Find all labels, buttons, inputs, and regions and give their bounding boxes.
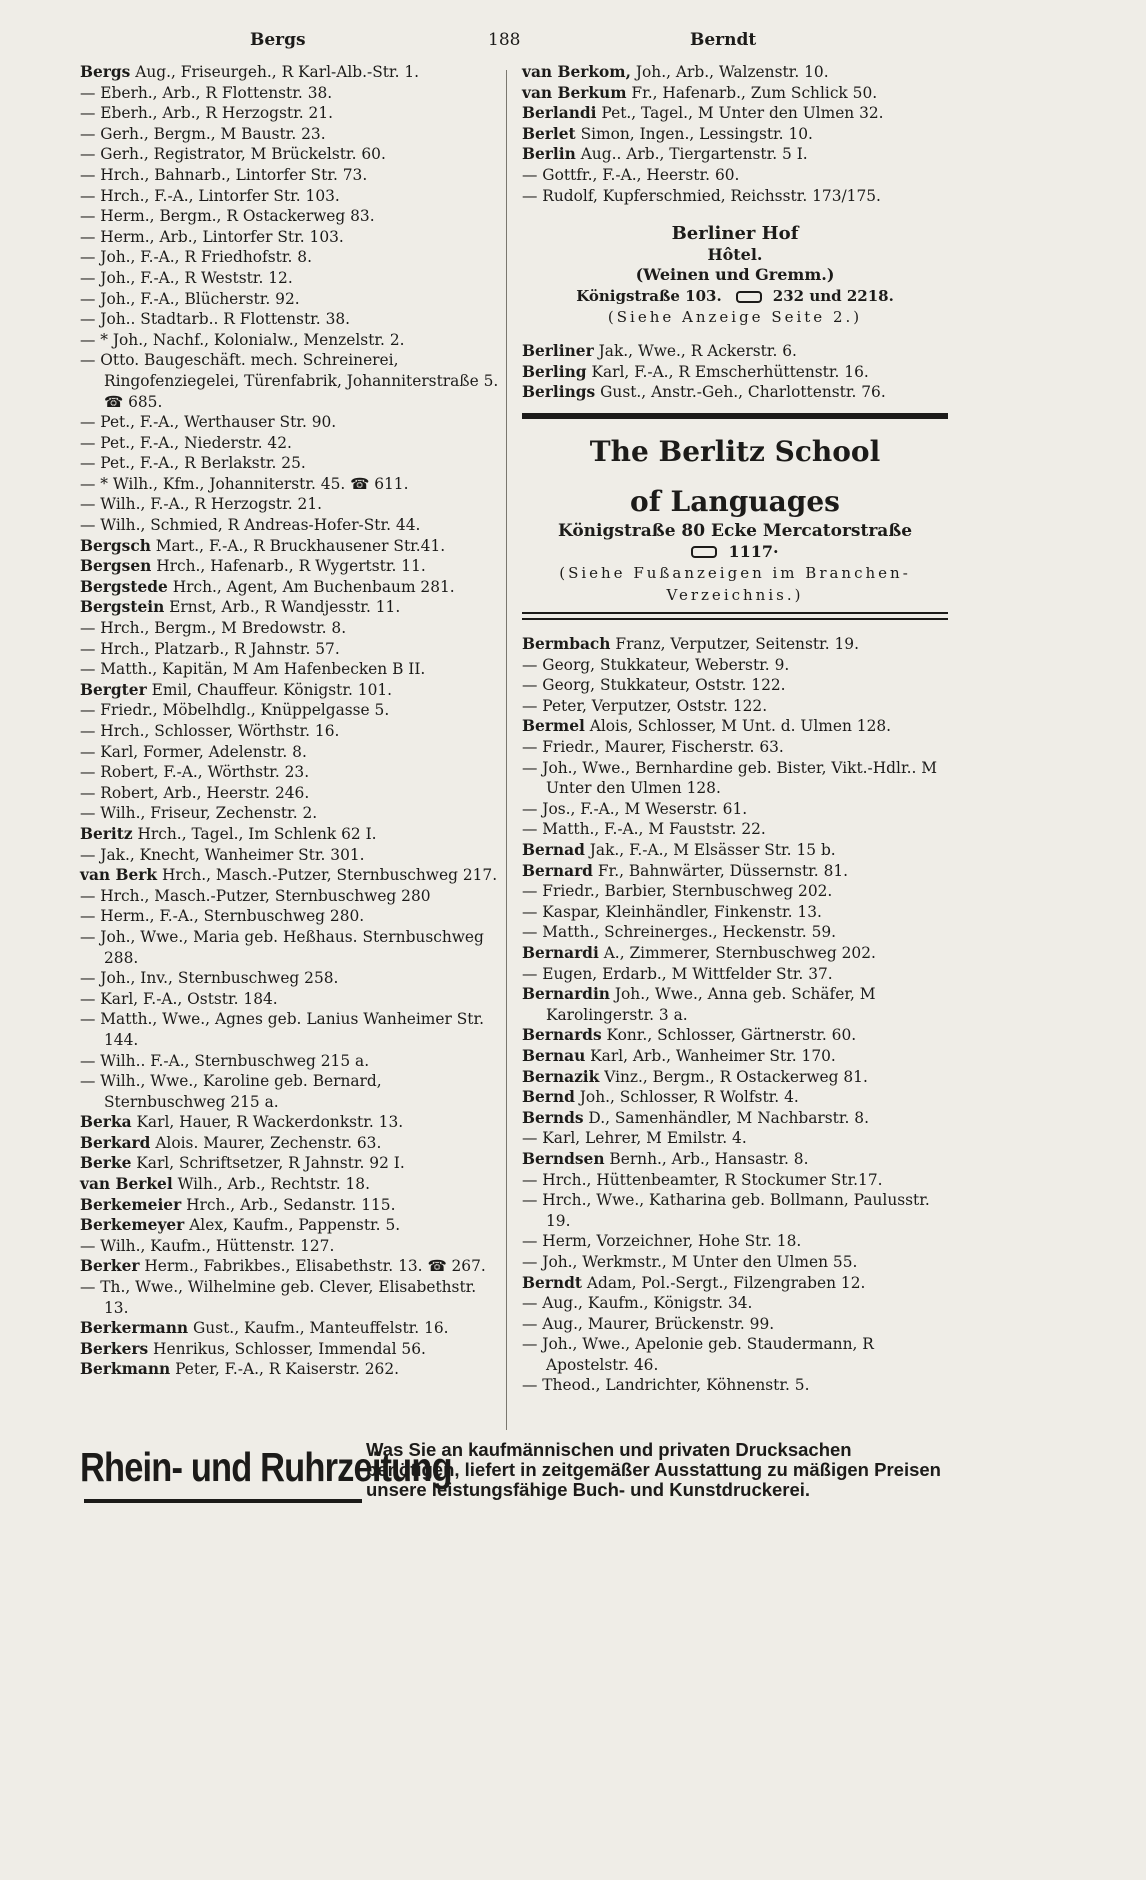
entry-surname: Berlet (522, 124, 576, 143)
entry-details: Karl, Arb., Wanheimer Str. 170. (585, 1046, 836, 1065)
entry-details: Pet., Tagel., M Unter den Ulmen 32. (596, 104, 884, 123)
entry-details: — Jak., Knecht, Wanheimer Str. 301. (80, 845, 365, 864)
entry-details: Bernh., Arb., Hansastr. 8. (604, 1149, 809, 1168)
directory-entry (80, 1359, 500, 1380)
directory-entry (80, 1215, 500, 1236)
entry-details: — Gerh., Registrator, M Brückelstr. 60. (80, 145, 386, 164)
entry-details: — Wilh., Wwe., Karoline geb. Bernard, Sternbuschweg 215 a. (80, 1072, 387, 1111)
entry-details: Emil, Chauffeur. Königstr. 101. (146, 680, 393, 699)
directory-entry (80, 1174, 500, 1195)
entry-surname: Bergs (80, 63, 131, 81)
directory-entry (522, 737, 948, 758)
school-address: Königstraße 80 Ecke Mercatorstraße (557, 520, 913, 541)
entry-details: Aug.. Arb., Tiergartenstr. 5 I. (575, 145, 808, 164)
directory-entry (522, 62, 948, 83)
entry-surname: Berndt (522, 1273, 582, 1292)
entry-details: — Joh., F.-A., R Friedhofstr. 8. (80, 248, 312, 267)
directory-entry (522, 382, 948, 403)
directory-entry (522, 1231, 948, 1252)
directory-entry (522, 716, 948, 737)
entry-details: — Matth., Wwe., Agnes geb. Lanius Wanheimer Str. 144. (80, 1010, 489, 1049)
entry-surname: van Berk (80, 866, 158, 885)
hotel-subtitle: Hôtel. (707, 244, 763, 264)
hotel-advert (522, 224, 948, 327)
directory-entry (522, 1375, 948, 1396)
entry-details: — Jos., F.-A., M Weserstr. 61. (522, 799, 748, 818)
directory-entry (80, 1195, 500, 1216)
directory-entry (80, 886, 500, 907)
directory-entry (80, 659, 500, 680)
directory-entry (522, 83, 948, 104)
entry-details: Karl, F.-A., R Emscherhüttenstr. 16. (586, 362, 869, 381)
entry-details: Mart., F.-A., R Bruckhausener Str.41. (150, 536, 446, 555)
entry-surname: Beritz (80, 824, 133, 843)
entry-surname: Berke (80, 1154, 132, 1173)
entry-details: — * Wilh., Kfm., Johanniterstr. 45. ☎ 611. (80, 474, 409, 493)
entry-details: — Joh., F.-A., Blücherstr. 92. (80, 289, 300, 308)
entry-details: — Robert, Arb., Heerstr. 246. (80, 783, 310, 802)
directory-entry (80, 618, 500, 639)
directory-entry (522, 634, 948, 655)
entry-details: Vinz., Bergm., R Ostackerweg 81. (599, 1067, 868, 1086)
entry-details: Joh., Schlosser, R Wolfstr. 4. (574, 1088, 799, 1107)
entry-details: — Herm, Vorzeichner, Hohe Str. 18. (522, 1232, 802, 1251)
directory-entry (80, 494, 500, 515)
entry-details: — Hrch., Bergm., M Bredowstr. 8. (80, 619, 347, 638)
entry-details: — Aug., Kaufm., Königstr. 34. (522, 1294, 753, 1313)
school-advert (522, 435, 948, 606)
entry-surname: van Berkel (80, 1175, 173, 1194)
entry-details: — Friedr., Möbelhdlg., Knüppelgasse 5. (80, 701, 390, 720)
entry-details: — Pet., F.-A., Niederstr. 42. (80, 433, 292, 452)
right-mid-entries (522, 341, 948, 403)
school-note: (Siehe Fußanzeigen im Branchen-Verzeichnis.) (559, 564, 911, 605)
directory-entry (80, 186, 500, 207)
entry-details: — Herm., F.-A., Sternbuschweg 280. (80, 907, 365, 926)
directory-entry (80, 1318, 500, 1339)
directory-entry (80, 762, 500, 783)
directory-entry (80, 845, 500, 866)
entry-surname: Berkemeier (80, 1195, 182, 1214)
entry-details: — Otto. Baugeschäft. mech. Schreinerei, Ringofenziegelei, Türenfabrik, Johanniterstraße 5. ☎ 685. (80, 351, 504, 411)
right-column (522, 62, 948, 1396)
page-header (0, 30, 956, 60)
entry-details: — Hrch., Wwe., Katharina geb. Bollmann, Paulusstr. 19. (522, 1191, 935, 1230)
entry-details: — Karl, Lehrer, M Emilstr. 4. (522, 1129, 747, 1148)
directory-entry (80, 1051, 500, 1072)
directory-entry (80, 1277, 500, 1318)
entry-details: Hrch., Tagel., Im Schlenk 62 I. (132, 824, 377, 843)
entry-details: — Pet., F.-A., R Berlakstr. 25. (80, 454, 306, 473)
directory-entry (522, 984, 948, 1025)
directory-entry (80, 680, 500, 701)
directory-entry (80, 1071, 500, 1112)
entry-details: Alois. Maurer, Zechenstr. 63. (150, 1133, 382, 1152)
directory-entry (522, 902, 948, 923)
directory-entry (522, 124, 948, 145)
footer-advert (80, 1434, 940, 1524)
right-bottom-entries (522, 634, 948, 1396)
school-title-line2: of Languages (630, 484, 840, 518)
entry-surname: Bergsen (80, 557, 152, 576)
directory-entry (80, 1256, 500, 1277)
entry-details: — Joh.. Stadtarb.. R Flottenstr. 38. (80, 310, 351, 329)
entry-details: — Karl, F.-A., Oststr. 184. (80, 989, 278, 1008)
entry-surname: van Berkom, (522, 63, 631, 81)
directory-entry (522, 1314, 948, 1335)
directory-entry (80, 83, 500, 104)
school-title-line1: The Berlitz School (589, 434, 881, 468)
directory-entry (80, 412, 500, 433)
telephone-icon (736, 291, 762, 303)
directory-entry (80, 144, 500, 165)
entry-details: — Joh., Werkmstr., M Unter den Ulmen 55. (522, 1252, 858, 1271)
entry-details: Wilh., Arb., Rechtstr. 18. (172, 1175, 370, 1194)
entry-details: — Eugen, Erdarb., M Wittfelder Str. 37. (522, 964, 833, 983)
directory-entry (80, 1009, 500, 1050)
directory-entry (522, 341, 948, 362)
directory-entry (80, 783, 500, 804)
entry-details: — Kaspar, Kleinhändler, Finkenstr. 13. (522, 902, 822, 921)
entry-surname: Berling (522, 362, 587, 381)
hotel-address-line (522, 286, 948, 307)
advert-border-bottom (522, 612, 948, 614)
directory-entry (80, 124, 500, 145)
entry-details: — Theod., Landrichter, Köhnenstr. 5. (522, 1376, 810, 1395)
header-left-keyword: Bergs (250, 30, 306, 50)
directory-entry (522, 1087, 948, 1108)
entry-details: — Gottfr., F.-A., Heerstr. 60. (522, 165, 740, 184)
directory-entry (80, 968, 500, 989)
entry-surname: Bermbach (522, 635, 611, 654)
entry-details: — Hrch., Schlosser, Wörthstr. 16. (80, 722, 340, 740)
entry-details: Konr., Schlosser, Gärtnerstr. 60. (601, 1026, 857, 1045)
directory-entry (522, 1025, 948, 1046)
entry-details: Peter, F.-A., R Kaiserstr. 262. (170, 1360, 400, 1379)
entry-details: — Georg, Stukkateur, Weberstr. 9. (522, 655, 790, 674)
directory-entry (522, 1108, 948, 1129)
entry-details: D., Samenhändler, M Nachbarstr. 8. (583, 1108, 869, 1127)
entry-details: — Hrch., F.-A., Lintorfer Str. 103. (80, 186, 340, 205)
entry-details: — Wilh., Kaufm., Hüttenstr. 127. (80, 1236, 335, 1255)
entry-details: Fr., Hafenarb., Zum Schlick 50. (626, 83, 878, 102)
entry-details: Alois, Schlosser, M Unt. d. Ulmen 128. (584, 717, 892, 736)
column-divider (506, 70, 507, 1430)
directory-entry (80, 227, 500, 248)
school-phone-line (522, 542, 948, 563)
directory-entry (80, 330, 500, 351)
entry-details: — Joh., Wwe., Bernhardine geb. Bister, Vikt.-Hdlr.. M Unter den Ulmen 128. (522, 758, 942, 798)
directory-entry (522, 1252, 948, 1273)
entry-details: A., Zimmerer, Sternbuschweg 202. (598, 944, 876, 962)
entry-surname: Bernd (522, 1088, 575, 1107)
entry-details: — Georg, Stukkateur, Oststr. 122. (522, 676, 786, 695)
directory-entry (522, 186, 948, 207)
entry-details: — Joh., Wwe., Maria geb. Heßhaus. Sternbuschweg 288. (80, 927, 489, 967)
entry-details: — Peter, Verputzer, Oststr. 122. (522, 696, 768, 715)
directory-entry (80, 1112, 500, 1133)
entry-surname: Bernazik (522, 1067, 600, 1086)
entry-details: Henrikus, Schlosser, Immendal 56. (148, 1339, 426, 1358)
directory-entry (522, 1334, 948, 1375)
directory-entry (80, 309, 500, 330)
entry-surname: Bergstede (80, 577, 168, 596)
entry-details: Jak., F.-A., M Elsässer Str. 15 b. (584, 841, 836, 860)
directory-entry (80, 247, 500, 268)
directory-entry (522, 362, 948, 383)
directory-entry (80, 433, 500, 454)
directory-entry (522, 165, 948, 186)
entry-surname: Bernards (522, 1026, 602, 1045)
directory-entry (80, 824, 500, 845)
directory-entry (522, 144, 948, 165)
entry-details: — Joh., Wwe., Apelonie geb. Staudermann, R Apostelstr. 46. (522, 1335, 879, 1374)
entry-details: — Matth., Kapitän, M Am Hafenbecken B II. (80, 660, 426, 679)
directory-entry (80, 165, 500, 186)
page-number: 188 (488, 30, 521, 50)
entry-details: Simon, Ingen., Lessingstr. 10. (575, 124, 813, 143)
directory-entry (80, 350, 504, 412)
directory-entry (80, 577, 500, 598)
entry-details: Gust., Kaufm., Manteuffelstr. 16. (188, 1319, 449, 1338)
entry-details: — Matth., F.-A., M Fauststr. 22. (522, 820, 766, 839)
entry-details: — Wilh., Friseur, Zechenstr. 2. (80, 804, 318, 823)
entry-details: — Herm., Arb., Lintorfer Str. 103. (80, 227, 344, 246)
entry-details: Hrch., Arb., Sedanstr. 115. (181, 1195, 396, 1214)
entry-surname: Bernau (522, 1046, 586, 1065)
entry-surname: Bernad (522, 841, 585, 860)
directory-entry (522, 1170, 948, 1191)
entry-details: — Hrch., Hüttenbeamter, R Stockumer Str.17. (522, 1170, 883, 1189)
entry-details: Joh., Arb., Walzenstr. 10. (630, 63, 829, 81)
entry-details: Ernst, Arb., R Wandjesstr. 11. (164, 598, 401, 617)
entry-details: Hrch., Hafenarb., R Wygertstr. 11. (151, 557, 426, 576)
directory-entry (80, 742, 500, 763)
entry-details: Aug., Friseurgeh., R Karl-Alb.-Str. 1. (130, 63, 420, 81)
entry-surname: Bergter (80, 680, 147, 699)
entry-details: Hrch., Masch.-Putzer, Sternbuschweg 217. (157, 866, 498, 885)
entry-details: — Herm., Bergm., R Ostackerweg 83. (80, 207, 375, 226)
entry-surname: Bernds (522, 1108, 584, 1127)
directory-entry (522, 1128, 948, 1149)
directory-entry (522, 103, 948, 124)
directory-entry (522, 696, 948, 717)
entry-details: — Hrch., Platzarb., R Jahnstr. 57. (80, 639, 340, 658)
directory-entry (80, 700, 500, 721)
school-phone: 1117· (728, 541, 779, 561)
directory-entry (80, 556, 500, 577)
logo-underline (84, 1499, 362, 1503)
directory-entry (80, 803, 500, 824)
entry-details: — Robert, F.-A., Wörthstr. 23. (80, 763, 310, 782)
hotel-owners: (Weinen und Gremm.) (635, 265, 835, 285)
entry-surname: Berkmann (80, 1360, 171, 1379)
directory-entry (80, 1236, 500, 1257)
hotel-phones: 232 und 2218. (772, 286, 894, 305)
entry-surname: Berlings (522, 383, 596, 402)
footer-ad-text: Was Sie an kaufmännischen und privaten Drucksachen benötigen, liefert in zeitgemäßer Ausstattung zu mäßigen Preisen unsere leistungsfähige Buch- und Kunstdruckerei. (366, 1439, 941, 1500)
entry-details: — Th., Wwe., Wilhelmine geb. Clever, Elisabethstr. 13. (80, 1278, 482, 1317)
entry-details: — Joh., Inv., Sternbuschweg 258. (80, 969, 339, 988)
entry-surname: Berndsen (522, 1149, 605, 1168)
directory-entry (80, 721, 500, 742)
entry-surname: Berkard (80, 1133, 151, 1152)
left-column (80, 62, 504, 1380)
directory-entry (522, 943, 948, 964)
entry-surname: van Berkum (522, 83, 627, 102)
entry-details: Hrch., Agent, Am Buchenbaum 281. (167, 577, 455, 596)
directory-entry (80, 906, 500, 927)
entry-details: — Matth., Schreinerges., Heckenstr. 59. (522, 923, 837, 942)
entry-details: — Gerh., Bergm., M Baustr. 23. (80, 124, 326, 143)
entry-details: — Wilh.. F.-A., Sternbuschweg 215 a. (80, 1051, 370, 1070)
directory-entry (522, 1293, 948, 1314)
entry-surname: Bernard (522, 861, 593, 880)
entry-surname: Berlandi (522, 104, 597, 123)
newspaper-logo: Rhein- und Ruhrzeitung (80, 1444, 452, 1490)
directory-entry (80, 289, 500, 310)
directory-entry (522, 861, 948, 882)
entry-surname: Bernardin (522, 985, 610, 1004)
entry-surname: Berkermann (80, 1319, 189, 1338)
directory-entry (80, 865, 500, 886)
directory-entry (80, 1133, 500, 1154)
entry-details: — Hrch., Masch.-Putzer, Sternbuschweg 280 (80, 886, 431, 905)
entry-details: — Rudolf, Kupferschmied, Reichsstr. 173/175. (522, 186, 881, 205)
entry-surname: Bernardi (522, 944, 599, 962)
entry-surname: Berlin (522, 145, 576, 164)
entry-surname: Bermel (522, 717, 585, 736)
entry-details: — Karl, Former, Adelenstr. 8. (80, 742, 307, 761)
entry-details: — Pet., F.-A., Werthauser Str. 90. (80, 413, 337, 432)
entry-details: Karl, Schriftsetzer, R Jahnstr. 92 I. (131, 1154, 405, 1173)
directory-entry (80, 268, 500, 289)
directory-entry (522, 881, 948, 902)
hotel-title: Berliner Hof (671, 223, 799, 245)
directory-entry (522, 840, 948, 861)
directory-entry (80, 1339, 500, 1360)
directory-entry (522, 675, 948, 696)
directory-entry (522, 922, 948, 943)
directory-entry (522, 1067, 948, 1088)
entry-details: — Wilh., Schmied, R Andreas-Hofer-Str. 44. (80, 516, 421, 535)
directory-entry (522, 964, 948, 985)
entry-details: Fr., Bahnwärter, Düssernstr. 81. (592, 861, 849, 880)
entry-details: Alex, Kaufm., Pappenstr. 5. (184, 1216, 401, 1235)
entry-surname: Berliner (522, 342, 594, 361)
directory-entry (80, 103, 500, 124)
directory-entry (80, 927, 500, 968)
entry-details: Adam, Pol.-Sergt., Filzengraben 12. (581, 1273, 866, 1292)
directory-entry (522, 758, 948, 799)
entry-details: — Eberh., Arb., R Flottenstr. 38. (80, 83, 333, 102)
entry-surname: Berkers (80, 1339, 149, 1358)
entry-surname: Bergstein (80, 598, 165, 617)
advert-border-bottom-2 (522, 618, 948, 620)
advert-border-top (522, 413, 948, 419)
directory-entry (522, 1273, 948, 1294)
hotel-note: (Siehe Anzeige Seite 2.) (607, 307, 863, 326)
directory-entry (80, 536, 500, 557)
entry-surname: Berker (80, 1257, 140, 1276)
directory-entry (80, 474, 500, 495)
entry-details: — Friedr., Maurer, Fischerstr. 63. (522, 738, 784, 757)
entry-details: — Eberh., Arb., R Herzogstr. 21. (80, 104, 334, 123)
entry-details: — Hrch., Bahnarb., Lintorfer Str. 73. (80, 165, 368, 184)
directory-entry (522, 799, 948, 820)
directory-entry (80, 453, 500, 474)
directory-entry (80, 515, 500, 536)
directory-entry (80, 206, 500, 227)
header-right-keyword: Berndt (690, 30, 757, 50)
entry-details: Karl, Hauer, R Wackerdonkstr. 13. (131, 1113, 404, 1132)
directory-entry (80, 1153, 500, 1174)
entry-details: Joh., Wwe., Anna geb. Schäfer, M Karolingerstr. 3 a. (546, 985, 881, 1024)
entry-details: — Aug., Maurer, Brückenstr. 99. (522, 1314, 775, 1333)
directory-entry (522, 1190, 948, 1231)
directory-entry (522, 819, 948, 840)
entry-surname: Bergsch (80, 536, 151, 555)
entry-surname: Berka (80, 1113, 132, 1132)
directory-entry (80, 989, 500, 1010)
right-top-entries (522, 62, 948, 206)
entry-details: — Joh., F.-A., R Weststr. 12. (80, 268, 293, 287)
directory-entry (80, 62, 500, 83)
entry-details: Gust., Anstr.-Geh., Charlottenstr. 76. (595, 383, 886, 402)
directory-entry (522, 655, 948, 676)
directory-entry (522, 1046, 948, 1067)
entry-details: — * Joh., Nachf., Kolonialw., Menzelstr. 2. (80, 330, 405, 349)
directory-entry (80, 639, 500, 660)
entry-details: — Friedr., Barbier, Sternbuschweg 202. (522, 882, 833, 901)
entry-details: — Wilh., F.-A., R Herzogstr. 21. (80, 495, 323, 514)
hotel-address: Königstraße 103. (576, 286, 722, 305)
directory-entry (522, 1149, 948, 1170)
directory-entry (80, 597, 500, 618)
entry-details: Franz, Verputzer, Seitenstr. 19. (610, 635, 859, 654)
telephone-icon (691, 546, 717, 558)
entry-details: Herm., Fabrikbes., Elisabethstr. 13. ☎ 267. (139, 1257, 486, 1276)
entry-surname: Berkemeyer (80, 1216, 185, 1235)
entry-details: Jak., Wwe., R Ackerstr. 6. (593, 342, 797, 361)
